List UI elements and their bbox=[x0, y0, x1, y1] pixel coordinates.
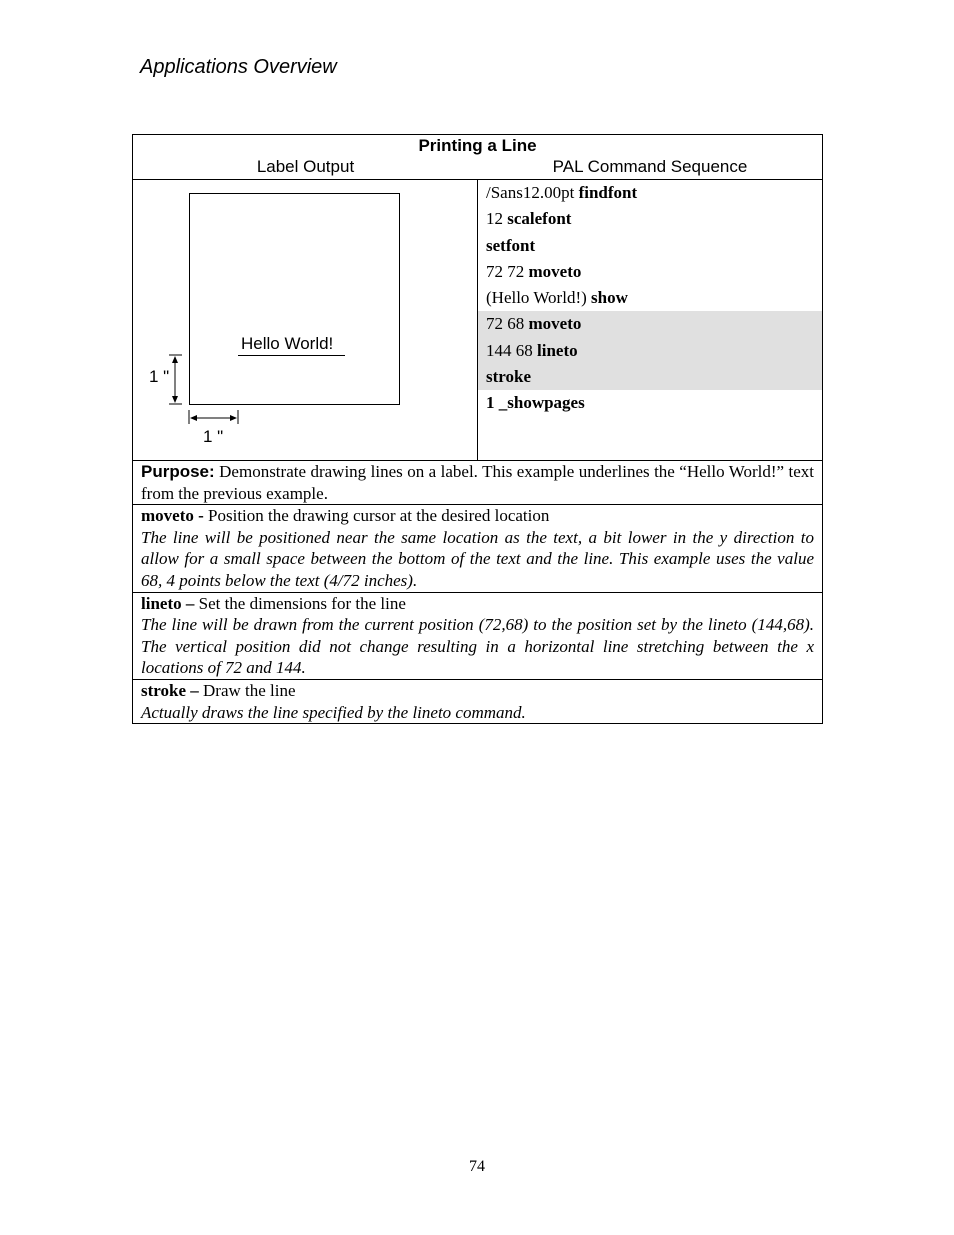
moveto-term: moveto - bbox=[141, 506, 204, 526]
command-line bbox=[478, 390, 822, 416]
pal-command-cell bbox=[478, 180, 823, 461]
command-args: 144 68 bbox=[486, 340, 537, 360]
printing-a-line-table bbox=[132, 134, 823, 724]
moveto-row bbox=[133, 505, 823, 592]
command-line bbox=[478, 233, 822, 259]
command-line bbox=[478, 364, 822, 390]
command-args: 72 68 bbox=[486, 314, 529, 334]
stroke-note: Actually draws the line specified by the lineto command. bbox=[141, 702, 526, 722]
command-args: /Sans12.00pt bbox=[486, 183, 579, 202]
stroke-row bbox=[133, 679, 823, 723]
command-keyword: moveto bbox=[528, 261, 582, 281]
command-args: 12 bbox=[486, 209, 508, 229]
lineto-note: The line will be drawn from the current position (72,68) to the position set by the lineto (144,68). The vertical position did not change resulting in a horizontal line stretching between the x locations of 72 and 144. bbox=[141, 615, 814, 678]
command-keyword: lineto bbox=[537, 340, 578, 360]
column-pal-command-sequence: PAL Command Sequence bbox=[552, 157, 748, 176]
table-title: Printing a Line bbox=[418, 136, 537, 155]
page-header-title: Applications Overview bbox=[140, 56, 337, 78]
stroke-term: stroke – bbox=[141, 680, 199, 700]
command-keyword: stroke bbox=[486, 367, 532, 387]
table-header bbox=[133, 135, 823, 180]
command-keyword: 1 _showpages bbox=[486, 393, 585, 413]
command-line bbox=[478, 180, 822, 206]
command-line bbox=[478, 285, 822, 311]
command-args: 72 72 bbox=[486, 261, 529, 281]
command-line bbox=[478, 311, 822, 337]
vertical-dimension-label: 1 " bbox=[149, 367, 170, 386]
column-label-output: Label Output bbox=[256, 157, 355, 176]
horizontal-dimension-label: 1 " bbox=[203, 427, 224, 446]
hello-world-text: Hello World! bbox=[241, 334, 334, 353]
stroke-desc: Draw the line bbox=[198, 680, 296, 700]
command-keyword: moveto bbox=[528, 314, 582, 334]
command-line bbox=[478, 206, 822, 232]
lineto-row bbox=[133, 592, 823, 679]
command-keyword: scalefont bbox=[507, 209, 572, 229]
purpose-row bbox=[133, 461, 823, 505]
command-line bbox=[478, 259, 822, 285]
lineto-desc: Set the dimensions for the line bbox=[194, 593, 406, 613]
command-keyword: show bbox=[591, 288, 628, 308]
page-number: 74 bbox=[469, 1158, 485, 1175]
moveto-note: The line will be positioned near the same location as the text, a bit lower in the y direction to allow for a small space between the bottom of the text and the line. This example uses the value 68, 4 points below the text (4/72 inches). bbox=[141, 527, 814, 590]
moveto-desc: Position the drawing cursor at the desired location bbox=[203, 506, 550, 526]
command-keyword: setfont bbox=[486, 235, 536, 255]
purpose-label: Purpose: bbox=[141, 462, 215, 481]
command-list bbox=[478, 180, 822, 417]
dimension-arrows-icon bbox=[133, 180, 477, 460]
command-line bbox=[478, 338, 822, 364]
purpose-text: Demonstrate drawing lines on a label. This example underlines the “Hello World!” text from the previous example. bbox=[141, 462, 814, 503]
lineto-term: lineto – bbox=[141, 593, 195, 613]
label-output-cell bbox=[133, 180, 478, 461]
command-args: (Hello World!) bbox=[486, 288, 592, 308]
command-keyword: findfont bbox=[578, 183, 638, 202]
